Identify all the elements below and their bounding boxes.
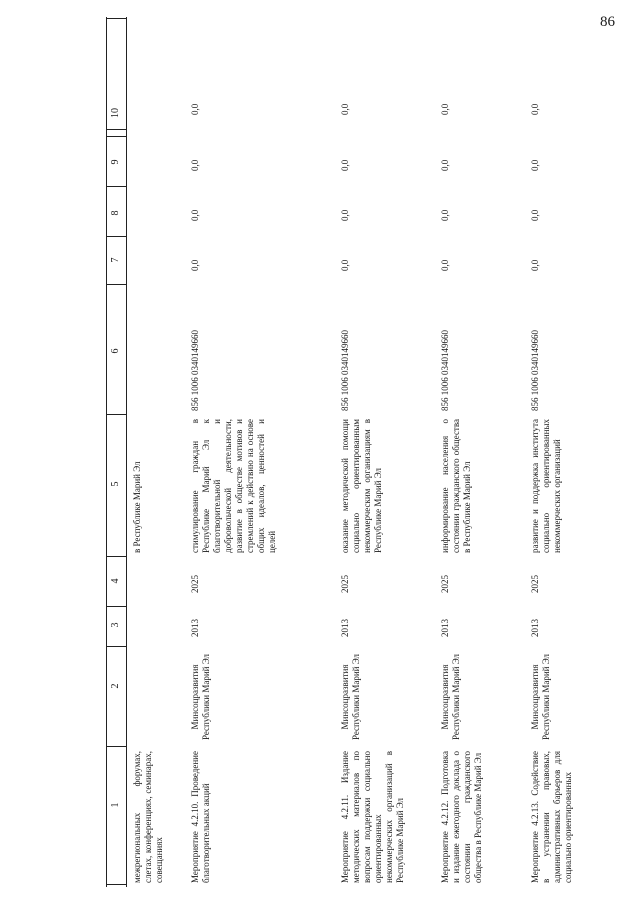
row-4-2-12-code: 856 1006 0340149660 [440, 330, 450, 411]
row-4-2-13-start: 2013 [530, 619, 540, 637]
col-sep-10 [106, 884, 126, 885]
row-4-2-13-end: 2025 [530, 575, 540, 593]
row-4-2-13-event: Мероприятие 4.2.13. Содействие в устранении правовых, административных барьеров для социально ориентированных [530, 751, 573, 883]
header-col-1: 1 [110, 802, 121, 808]
row-4-2-11-v10: 0,0 [340, 103, 350, 115]
row-4-2-10-v9: 0,0 [190, 159, 200, 171]
col-sep-1 [106, 129, 126, 130]
header-col-5: 5 [110, 481, 121, 487]
col-sep-11 [106, 746, 126, 747]
row-4-2-11-start: 2013 [340, 619, 350, 637]
header-col-6: 6 [110, 348, 121, 354]
row-4-2-12-executor: Минсоцразвития Республики Марий Эл [440, 653, 461, 741]
header-rule-bottom [106, 17, 107, 887]
row-4-2-12-result: информирование населения о состоянии гражданского общества в Республике Марий Эл [440, 419, 472, 553]
header-col-8: 8 [110, 210, 121, 216]
header-col-10: 10 [110, 108, 121, 118]
row-4-2-13-v10: 0,0 [530, 103, 540, 115]
row-4-2-11-event: Мероприятие 4.2.11. Издание методических материалов по вопросам поддержки социально ориентированных некоммерческих организаций в Республике Марий Эл [340, 751, 405, 883]
row-4-2-12-start: 2013 [440, 619, 450, 637]
header-col-9: 9 [110, 159, 121, 165]
row-4-2-11-v9: 0,0 [340, 159, 350, 171]
row-4-2-10-start: 2013 [190, 619, 200, 637]
row-4-2-10-v8: 0,0 [190, 209, 200, 221]
header-col-7: 7 [110, 257, 121, 263]
header-rule-top [126, 17, 127, 887]
row-4-2-12-v7: 0,0 [440, 259, 450, 271]
header-col-4: 4 [110, 578, 121, 584]
row-4-2-12-v8: 0,0 [440, 209, 450, 221]
row-4-2-10-v7: 0,0 [190, 259, 200, 271]
col-sep-4 [106, 556, 126, 557]
row-4-2-11-code: 856 1006 0340149660 [340, 330, 350, 411]
row-4-2-10-event: Мероприятие 4.2.10. Проведение благотворительных акций [190, 751, 211, 883]
row-4-2-10-end: 2025 [190, 575, 200, 593]
header-col-3: 3 [110, 622, 121, 628]
row-4-2-12-event: Мероприятие 4.2.12. Подготовка и издание ежегодного доклада о состоянии гражданского общества в Республике Марий Эл [440, 751, 483, 883]
row-4-2-10-executor: Минсоцразвития Республики Марий Эл [190, 653, 211, 741]
row-4-2-12-v9: 0,0 [440, 159, 450, 171]
continuation-col5: в Республике Марий Эл [132, 461, 142, 553]
row-4-2-10-code: 856 1006 0340149660 [190, 330, 200, 411]
col-sep-2 [106, 606, 126, 607]
row-4-2-13-executor: Минсоцразвития Республики Марий Эл [530, 653, 551, 741]
row-4-2-11-v7: 0,0 [340, 259, 350, 271]
row-4-2-12-v10: 0,0 [440, 103, 450, 115]
page-number: 86 [600, 14, 615, 30]
col-sep-8 [106, 186, 126, 187]
row-4-2-11-result: оказание методической помощи социально ориентированным некоммерческим организациям в Республике Марий Эл [340, 419, 383, 553]
col-sep-5 [106, 414, 126, 415]
row-4-2-12-end: 2025 [440, 575, 450, 593]
col-sep-7 [106, 236, 126, 237]
continuation-col1: межрегиональных форумах, слетах, конференциях, семинарах, совещаниях [132, 751, 164, 883]
row-4-2-11-executor: Минсоцразвития Республики Марий Эл [340, 653, 361, 741]
col-sep-9 [106, 136, 126, 137]
row-4-2-10-v10: 0,0 [190, 103, 200, 115]
col-sep-3 [106, 646, 126, 647]
col-sep-6 [106, 284, 126, 285]
row-4-2-11-end: 2025 [340, 575, 350, 593]
col-sep-12 [106, 18, 126, 19]
row-4-2-13-v9: 0,0 [530, 159, 540, 171]
row-4-2-11-v8: 0,0 [340, 209, 350, 221]
row-4-2-10-result: стимулирование граждан в Республике Марий Эл к благотворительной и добровольческой деятельности, развитие в обществе мотивов и стремлений к действию на основе общих идеалов, ценностей и целей [190, 419, 277, 553]
row-4-2-13-v7: 0,0 [530, 259, 540, 271]
row-4-2-13-code: 856 1006 0340149660 [530, 330, 540, 411]
header-col-2: 2 [110, 683, 121, 689]
row-4-2-13-v8: 0,0 [530, 209, 540, 221]
row-4-2-13-result: развитие и поддержка института социально ориентированных некоммерческих организаций [530, 419, 562, 553]
